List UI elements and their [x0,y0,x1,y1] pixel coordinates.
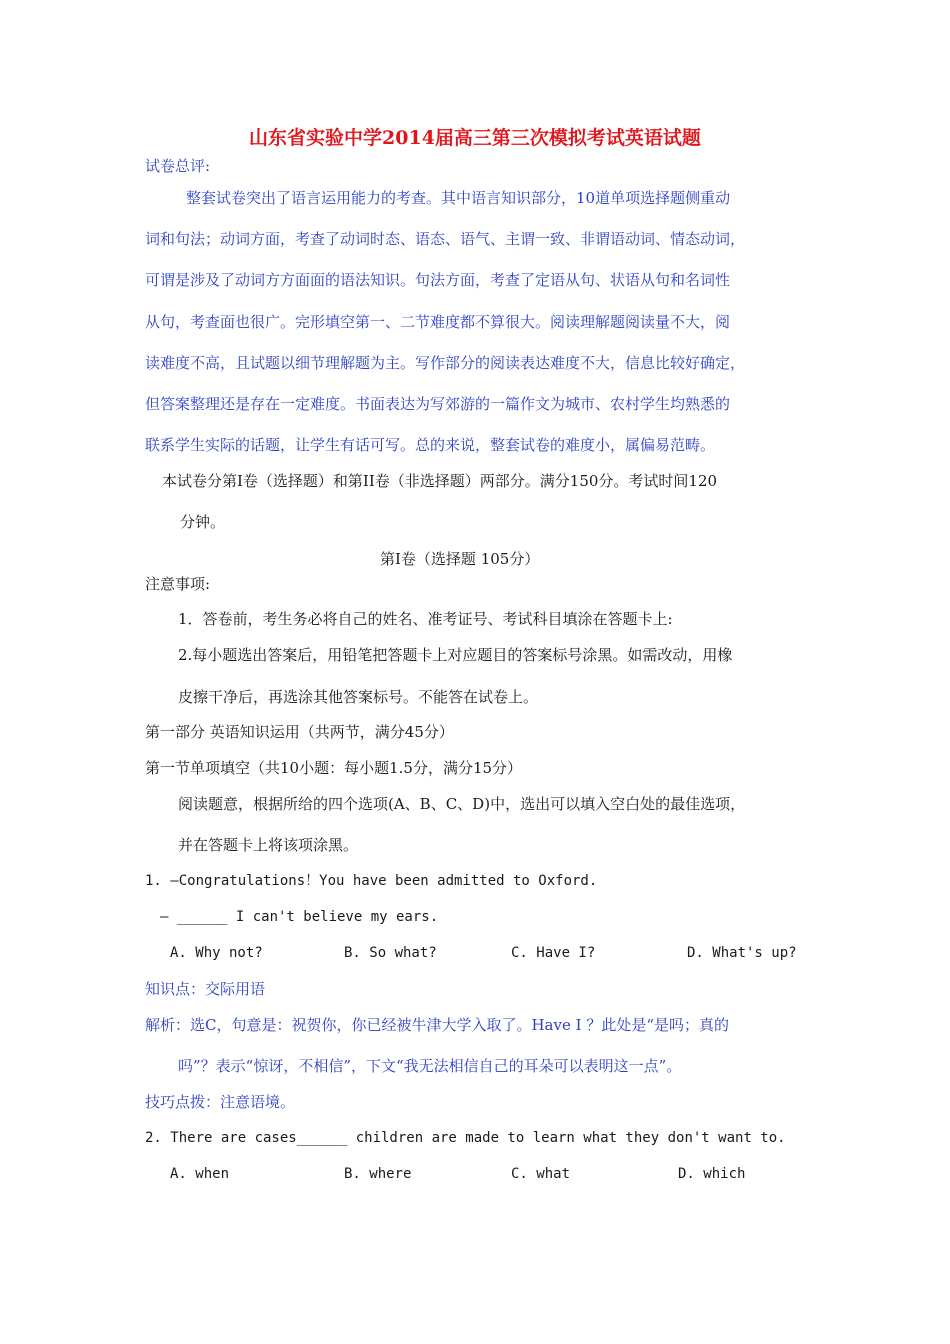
section-heading: 第一节单项填空（共10小题：每小题1.5分，满分15分） [145,759,523,777]
review-line: 整套试卷突出了语言运用能力的考查。其中语言知识部分，10道单项选择题侧重动 [186,189,731,207]
analysis-text: 吗”？表示“惊讶，不相信”，下文“我无法相信自己的耳朵可以表明这一点”。 [178,1057,682,1075]
review-line: 但答案整理还是存在一定难度。书面表达为写郊游的一篇作文为城市、农村学生均熟悉的 [145,395,731,413]
question-stem: 2. There are cases______ children are made to learn what they don't want to. [145,1130,786,1146]
review-line: 读难度不高，且试题以细节理解题为主。写作部分的阅读表达难度不大，信息比较好确定， [145,354,746,372]
option-c: C. what [511,1166,571,1182]
review-line: 词和句法；动词方面，考查了动词时态、语态、语气、主谓一致、非谓语动词、情态动词， [145,230,746,248]
intro-text: 本试卷分第I卷（选择题）和第II卷（非选择题）两部分。满分150分。考试时间120 [162,472,718,490]
instruction-text: 并在答题卡上将该项涂黑。 [178,836,359,854]
instruction-text: 阅读题意，根据所给的四个选项(A、B、C、D)中，选出可以填入空白处的最佳选项， [178,795,746,813]
analysis-text: 解析：选C，句意是：祝贺你，你已经被牛津大学入取了。Have I ？此处是“是吗；真的 [145,1016,729,1034]
page-title: 山东省实验中学2014届高三第三次模拟考试英语试题 [249,127,701,149]
tip-text: 技巧点拨：注意语境。 [145,1093,296,1111]
part-heading: 第一部分 英语知识运用（共两节，满分45分） [145,723,454,741]
notice-item: 皮擦干净后，再选涂其他答案标号。不能答在试卷上。 [178,688,539,706]
option-b: B. where [344,1166,412,1182]
notice-heading: 注意事项: [145,575,211,593]
option-a: A. when [170,1166,230,1182]
intro-text: 分钟。 [180,513,226,531]
option-b: B. So what? [344,945,437,961]
option-d: D. What's up? [687,945,797,961]
option-a: A. Why not? [170,945,263,961]
knowledge-point: 知识点：交际用语 [145,980,266,998]
option-d: D. which [678,1166,746,1182]
volume-heading: 第I卷（选择题 105分） [380,550,540,568]
review-line: 联系学生实际的话题，让学生有话可写。总的来说，整套试卷的难度小，属偏易范畴。 [145,436,716,454]
notice-item: 1．答卷前，考生务必将自己的姓名、准考证号、考试科目填涂在答题卡上: [178,610,673,628]
review-line: 从句，考查面也很广。完形填空第一、二节难度都不算很大。阅读理解题阅读量不大，阅 [145,313,731,331]
question-stem: 1. —Congratulations！You have been admitted to Oxford. [145,873,598,889]
question-reply: — ______ I can't believe my ears. [160,909,439,925]
review-heading: 试卷总评: [145,157,211,175]
notice-item: 2.每小题选出答案后，用铅笔把答题卡上对应题目的答案标号涂黑。如需改动，用橡 [178,646,733,664]
option-c: C. Have I? [511,945,596,961]
review-line: 可谓是涉及了动词方方面面的语法知识。句法方面，考查了定语从句、状语从句和名词性 [145,271,731,289]
